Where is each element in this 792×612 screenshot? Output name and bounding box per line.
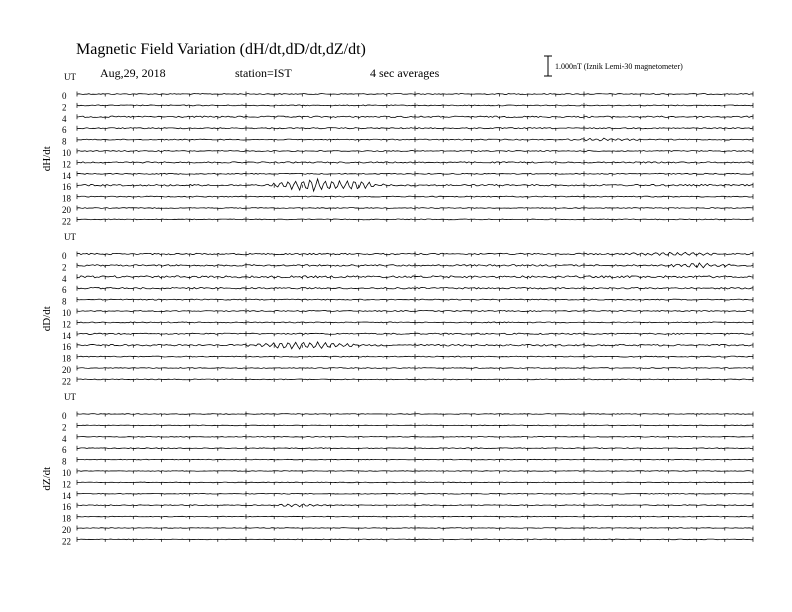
panels	[41, 72, 753, 546]
row-label: 20	[62, 205, 71, 215]
row-label: 20	[62, 365, 71, 375]
row-label: 2	[62, 262, 67, 273]
row-label: 20	[62, 525, 71, 535]
panel-dz-dt	[41, 392, 753, 546]
row-label: 14	[62, 330, 71, 341]
chart-title: Magnetic Field Variation (dH/dt,dD/dt,dZ/dt)	[76, 41, 366, 58]
row-label: 18	[62, 193, 71, 204]
ut-label: UT	[64, 72, 76, 82]
date-label: Aug,29, 2018	[100, 66, 166, 80]
row-label: 4	[62, 273, 67, 284]
row-label: 16	[62, 342, 71, 353]
row-label: 6	[62, 445, 67, 456]
row-label: 10	[62, 308, 71, 318]
row-label: 0	[62, 251, 67, 261]
row-label: 4	[62, 113, 67, 124]
row-label: 12	[62, 479, 71, 490]
row-label: 12	[62, 319, 71, 330]
ut-label: UT	[64, 392, 76, 402]
series-line-12	[77, 482, 753, 483]
row-label: 0	[62, 411, 67, 421]
row-label: 10	[62, 148, 71, 158]
series-line-14	[77, 173, 753, 174]
row-label: 4	[62, 433, 67, 444]
series-line-0	[77, 414, 753, 415]
series-line-12	[77, 322, 753, 323]
row-ticks	[77, 252, 753, 257]
panel-dd-dt	[41, 232, 753, 386]
row-label: 8	[62, 296, 67, 307]
row-label: 14	[62, 490, 71, 501]
row-label: 6	[62, 125, 67, 136]
averaging-label: 4 sec averages	[370, 66, 440, 80]
row-label: 10	[62, 468, 71, 478]
series-line-2	[77, 425, 753, 426]
series-line-14	[77, 493, 753, 494]
ut-label: UT	[64, 232, 76, 242]
scale-bar-label: 1.000nT (Iznik Lemi-30 magnetometer)	[555, 62, 683, 71]
row-label: 8	[62, 136, 67, 147]
series-line-20	[77, 368, 753, 369]
panel-ylabel: dH/dt	[41, 146, 53, 172]
series-line-18	[77, 516, 753, 517]
panel-ylabel: dZ/dt	[41, 466, 53, 491]
row-label: 16	[62, 182, 71, 193]
series-line-22	[77, 379, 753, 380]
row-label: 16	[62, 502, 71, 513]
row-label: 18	[62, 353, 71, 364]
row-label: 22	[62, 536, 71, 547]
row-label: 8	[62, 456, 67, 467]
series-line-4	[77, 436, 753, 437]
row-label: 22	[62, 376, 71, 387]
panel-dh-dt	[41, 72, 753, 226]
row-label: 6	[62, 285, 67, 296]
row-label: 12	[62, 159, 71, 170]
panel-ylabel: dD/dt	[41, 306, 53, 332]
row-label: 14	[62, 170, 71, 181]
scale-bar	[544, 56, 683, 76]
series-line-10	[77, 471, 753, 472]
row-label: 0	[62, 91, 67, 101]
station-label: station=IST	[235, 66, 292, 80]
row-label: 22	[62, 216, 71, 227]
series-line-20	[77, 528, 753, 529]
row-label: 18	[62, 513, 71, 524]
row-label: 2	[62, 102, 67, 113]
row-label: 2	[62, 422, 67, 433]
